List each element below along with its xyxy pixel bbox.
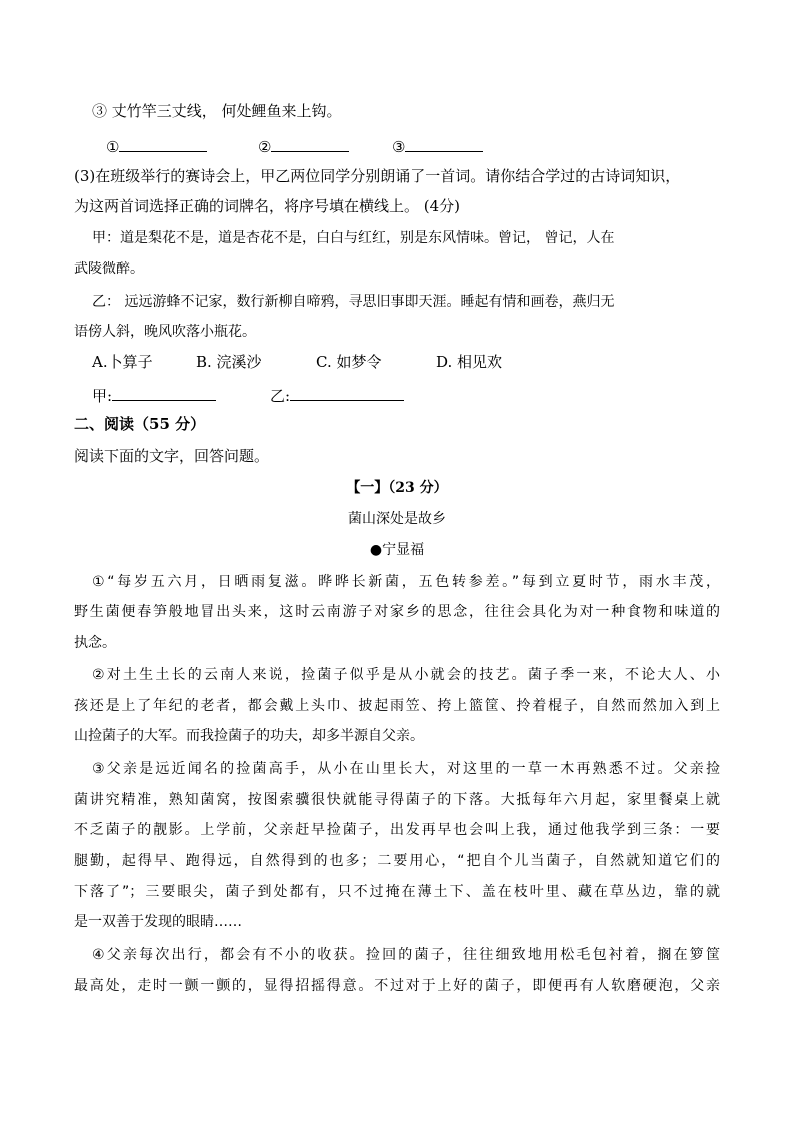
blank-group-1 <box>106 135 207 157</box>
passage-header: 【一】（23 分） <box>346 480 448 496</box>
question-3-intro-2: 为这两首词选择正确的词牌名，将序号填在横线上。 (4分) <box>74 197 461 215</box>
option-a: A.卜算子 <box>92 353 153 371</box>
paragraph-2-line-2: 孩还是上了年纪的老者，都会戴上头巾、披起雨笠、挎上篮筐、拎着棍子，自然而然加入到上 <box>74 698 720 714</box>
answer-yi-group <box>270 384 404 406</box>
section-instruction: 阅读下面的文字，回答问题。 <box>74 447 270 465</box>
poem-line-3: ③ 丈竹竿三丈线， 何处鲤鱼来上钩。 <box>92 102 342 120</box>
blank-label-3: ③ <box>392 138 406 156</box>
paragraph-3-line-3: 不乏菌子的靓影。上学前，父亲赶早捡菌子，出发再早也会叫上我，通过他我学到三条：一要 <box>74 822 720 838</box>
paragraph-4-line-2: 最高处，走时一颤一颤的，显得招摇得意。不过对于上好的菌子，即便再有人软磨硬泡，父亲 <box>74 978 720 994</box>
section-title: 二、阅读（55 分） <box>74 415 206 433</box>
paragraph-3-line-6: 是一双善于发现的眼睛…… <box>74 914 242 930</box>
answer-blank-1[interactable] <box>119 135 207 152</box>
question-3-intro-1: (3)在班级举行的赛诗会上，甲乙两位同学分别朗诵了一首词。请你结合学过的古诗词知识， <box>74 167 681 185</box>
poem-yi-line-2: 语傍人斜，晚风吹落小瓶花。 <box>74 324 256 340</box>
paragraph-2-line-3: 山捡菌子的大军。而我捡菌子的功夫，却多半源自父亲。 <box>74 728 424 744</box>
answer-jia-blank[interactable] <box>112 384 216 401</box>
passage-title: 菌山深处是故乡 <box>348 511 446 527</box>
poem-jia-line-2: 武陵微醉。 <box>74 261 144 277</box>
answer-jia-group <box>92 384 216 406</box>
blank-group-3 <box>392 135 483 157</box>
option-b: B. 浣溪沙 <box>196 353 262 371</box>
passage-author: ●宁显福 <box>369 542 425 558</box>
answer-blank-2[interactable] <box>271 135 349 152</box>
blank-label-1: ① <box>106 138 120 156</box>
paragraph-1-line-1: ①“每岁五六月，日晒雨复滋。晔晔长新菌，五色转参差。”每到立夏时节，雨水丰茂， <box>92 574 720 590</box>
paragraph-3-line-1: ③父亲是远近闻名的捡菌高手，从小在山里长大，对这里的一草一木再熟悉不过。父亲捡 <box>92 761 720 777</box>
option-c: C. 如梦令 <box>316 353 382 371</box>
paragraph-4-line-1: ④父亲每次出行，都会有不小的收获。捡回的菌子，往往细致地用松毛包衬着，搁在箩筐 <box>92 947 720 963</box>
poem-yi-line-1: 乙： 远远游蜂不记家，数行新柳自啼鸦，寻思旧事即天涯。睡起有情和画卷，燕归无 <box>92 294 615 310</box>
paragraph-1-line-3: 执念。 <box>74 635 116 651</box>
paragraph-3-line-2: 菌讲究精准，熟知菌窝，按图索骥很快就能寻得菌子的下落。大抵每年六月起，家里餐桌上就 <box>74 792 720 808</box>
paragraph-2-line-1: ②对土生土长的云南人来说，捡菌子似乎是从小就会的技艺。菌子季一来，不论大人、小 <box>92 667 720 683</box>
answer-blank-3[interactable] <box>405 135 483 152</box>
paragraph-1-line-2: 野生菌便春笋般地冒出头来，这时云南游子对家乡的思念，往往会具化为对一种食物和味道的 <box>74 604 720 620</box>
option-d: D. 相见欢 <box>436 353 503 371</box>
answer-yi-blank[interactable] <box>290 384 404 401</box>
blank-group-2 <box>258 135 349 157</box>
paragraph-3-line-4: 腿勤，起得早、跑得远，自然得到的也多；二要用心，“把自个儿当菌子，自然就知道它们的 <box>74 853 720 869</box>
answer-jia-label: 甲: <box>92 387 113 405</box>
poem-jia-line-1: 甲：道是梨花不是，道是杏花不是，白白与红红，别是东风情味。曾记， 曾记，人在 <box>92 230 615 246</box>
answer-yi-label: 乙: <box>270 387 291 405</box>
blank-label-2: ② <box>258 138 272 156</box>
paragraph-3-line-5: 下落了”；三要眼尖，菌子到处都有，只不过掩在薄土下、盖在枝叶里、藏在草丛边，靠的就 <box>74 884 720 900</box>
